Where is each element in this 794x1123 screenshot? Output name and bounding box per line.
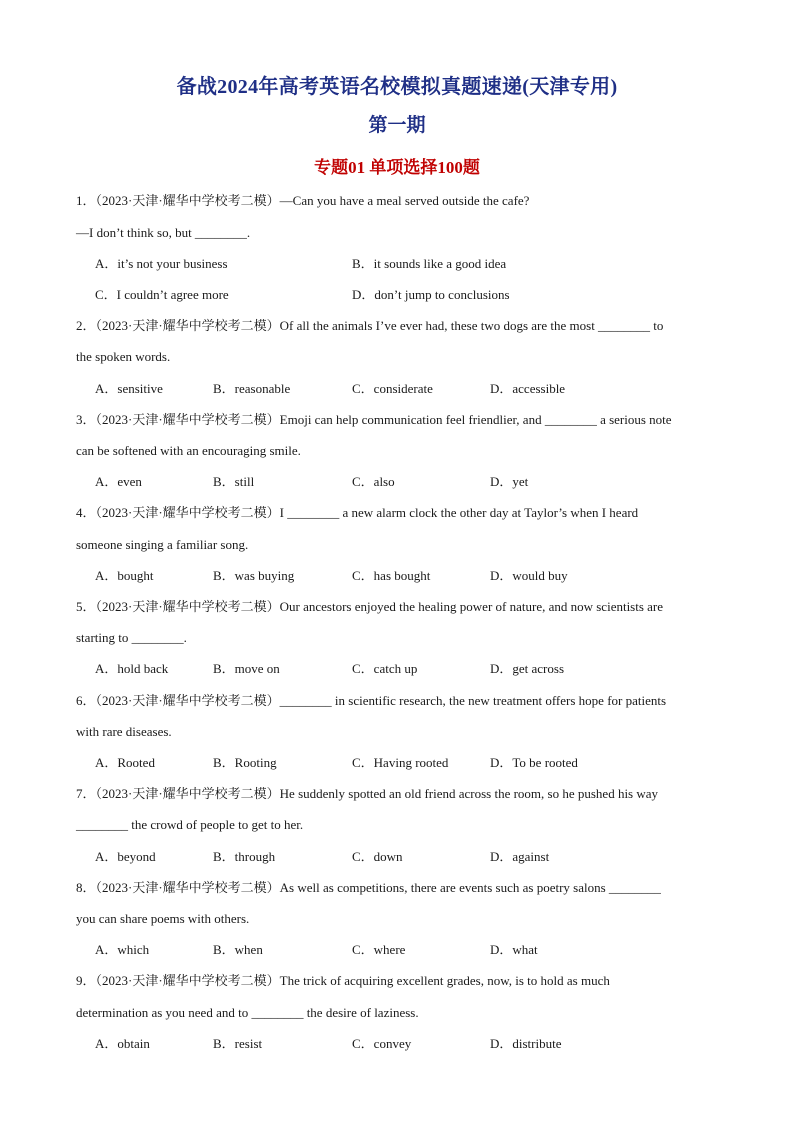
question-1-line-2: —I don’t think so, but ________. bbox=[76, 225, 251, 240]
question-8-option-d: D．what bbox=[490, 942, 538, 957]
question-7-option-d: D．against bbox=[490, 849, 550, 864]
issue-label: 第一期 bbox=[368, 115, 426, 136]
question-6-line-2: with rare diseases. bbox=[76, 724, 172, 739]
question-8-option-b: B．when bbox=[213, 942, 263, 957]
question-9-option-a: A．obtain bbox=[95, 1036, 150, 1051]
question-9-option-d: D．distribute bbox=[490, 1036, 562, 1051]
question-8-line-1: 8．（2023·天津·耀华中学校考二模）As well as competitions, there are events such as poetry salons ________ bbox=[76, 880, 661, 895]
question-4-line-1: 4．（2023·天津·耀华中学校考二模）I ________ a new alarm clock the other day at Taylor’s when I heard bbox=[76, 505, 639, 520]
question-8-line-2: you can share poems with others. bbox=[76, 911, 250, 926]
question-8-option-c: C．where bbox=[352, 942, 406, 957]
question-5-line-1: 5．（2023·天津·耀华中学校考二模）Our ancestors enjoyed the healing power of nature, and now scientists are bbox=[76, 599, 664, 614]
question-7-line-2: ________ the crowd of people to get to her. bbox=[76, 817, 304, 832]
question-3-option-a: A．even bbox=[95, 474, 142, 489]
question-1-option-a: A．it’s not your business bbox=[95, 256, 228, 271]
question-9-option-b: B．resist bbox=[213, 1036, 263, 1051]
question-1-option-d: D．don’t jump to conclusions bbox=[352, 287, 510, 302]
question-3-line-1: 3．（2023·天津·耀华中学校考二模）Emoji can help communication feel friendlier, and ________ a serious note bbox=[76, 412, 672, 427]
question-6-line-1: 6．（2023·天津·耀华中学校考二模）________ in scientific research, the new treatment offers hope for patients bbox=[76, 693, 667, 708]
question-7-option-a: A．beyond bbox=[95, 849, 156, 864]
question-6-option-d: D．To be rooted bbox=[490, 755, 578, 770]
question-1-option-b: B．it sounds like a good idea bbox=[352, 256, 507, 271]
question-4-line-2: someone singing a familiar song. bbox=[76, 537, 249, 552]
question-5-option-d: D．get across bbox=[490, 661, 565, 676]
question-4-option-c: C．has bought bbox=[352, 568, 431, 583]
question-3-option-c: C．also bbox=[352, 474, 395, 489]
question-2-option-c: C．considerate bbox=[352, 381, 433, 396]
question-7-option-c: C．down bbox=[352, 849, 403, 864]
document-title: 备战2024年高考英语名校模拟真题速递(天津专用) bbox=[176, 76, 618, 98]
question-2-option-d: D．accessible bbox=[490, 381, 566, 396]
question-9-line-2: determination as you need and to ________ the desire of laziness. bbox=[76, 1005, 419, 1020]
question-4-option-b: B．was buying bbox=[213, 568, 295, 583]
question-1-line-1: 1．（2023·天津·耀华中学校考二模）—Can you have a meal served outside the cafe? bbox=[76, 193, 530, 208]
question-2-line-2: the spoken words. bbox=[76, 349, 171, 364]
question-4-option-d: D．would buy bbox=[490, 568, 568, 583]
question-3-option-b: B．still bbox=[213, 474, 255, 489]
question-5-line-2: starting to ________. bbox=[76, 630, 187, 645]
question-7-option-b: B．through bbox=[213, 849, 276, 864]
question-6-option-b: B．Rooting bbox=[213, 755, 277, 770]
question-2-option-b: B．reasonable bbox=[213, 381, 291, 396]
question-5-option-c: C．catch up bbox=[352, 661, 418, 676]
question-3-line-2: can be softened with an encouraging smile. bbox=[76, 443, 301, 458]
question-2-option-a: A．sensitive bbox=[95, 381, 163, 396]
question-2-line-1: 2．（2023·天津·耀华中学校考二模）Of all the animals I’ve ever had, these two dogs are the most ________ to bbox=[76, 318, 664, 333]
topic-heading: 专题01 单项选择100题 bbox=[314, 158, 480, 177]
question-5-option-b: B．move on bbox=[213, 661, 280, 676]
question-7-line-1: 7．（2023·天津·耀华中学校考二模）He suddenly spotted an old friend across the room, so he pushed his way bbox=[76, 786, 659, 801]
question-5-option-a: A．hold back bbox=[95, 661, 169, 676]
question-1-option-c: C．I couldn’t agree more bbox=[95, 287, 229, 302]
question-4-option-a: A．bought bbox=[95, 568, 154, 583]
question-8-option-a: A．which bbox=[95, 942, 150, 957]
question-6-option-a: A．Rooted bbox=[95, 755, 155, 770]
question-6-option-c: C．Having rooted bbox=[352, 755, 449, 770]
question-9-line-1: 9．（2023·天津·耀华中学校考二模）The trick of acquiring excellent grades, now, is to hold as much bbox=[76, 973, 610, 988]
question-9-option-c: C．convey bbox=[352, 1036, 412, 1051]
question-3-option-d: D．yet bbox=[490, 474, 529, 489]
